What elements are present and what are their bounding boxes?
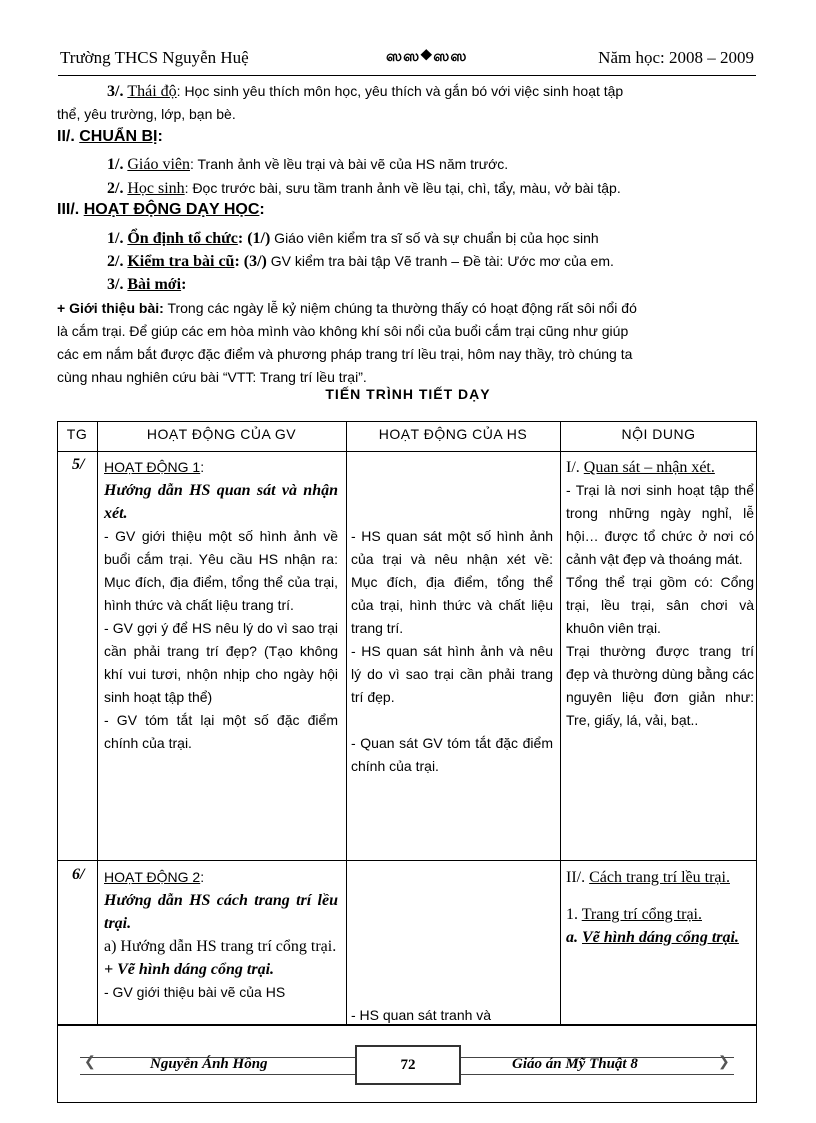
school-year: Năm học: 2008 – 2009 [598, 48, 754, 67]
section-3-heading: III/. HOẠT ĐỘNG DẠY HỌC: [57, 201, 265, 218]
row1-hs: - HS quan sát một số hình ảnh của trại và nêu nhận xét về: Mục đích, địa điểm, tổng thể của trại, hình thức và chất liệu trang trí. - HS quan sát hình ảnh và nêu lý do vì sao trại cần phải trang trí đẹp. - Quan sát GV tóm tắt đặc điểm chính của trại. [351, 528, 553, 774]
attitude-label: Thái độ [127, 83, 177, 100]
row1-time: 5/ [72, 456, 85, 473]
old-lesson-check: 2/. Kiểm tra bài cũ: (3/) GV kiểm tra bài tập Vẽ tranh – Đề tài: Ước mơ của em. [107, 253, 614, 270]
header-gv: HOẠT ĐỘNG CỦA GV [146, 426, 297, 442]
page-number: 72 [355, 1045, 461, 1085]
new-lesson: 3/. Bài mới: [107, 276, 187, 293]
intro-line2: là cắm trại. Để giúp các em hòa mình vào không khí sôi nổi của buổi cắm trại cũng như giúp [57, 323, 629, 339]
row2-hs: - HS quan sát tranh và [351, 1007, 492, 1023]
header-divider [58, 75, 756, 76]
header-hs: HOẠT ĐỘNG CỦA HS [378, 426, 528, 442]
header-tg: TG [66, 426, 88, 442]
row2-content: II/. Cách trang trí lều trại. 1. Trang trí cổng trại. a. Vẽ hình dáng cổng trại. [566, 869, 739, 946]
row1-content: I/. Quan sát – nhận xét. - Trại là nơi sinh hoạt tập thể trong những ngày nghỉ, lễ hội… được tổ chức ở nơi có cảnh vật đẹp và thoáng mát. Tổng thể trại gồm có: Cổng trại, lều trại, sân chơi và khuôn viên trại. Trại thường được trang trí đẹp và thường dùng bằng các nguyên liệu đơn giản như: Tre, giấy, lá, vải, bạt.. [566, 459, 754, 728]
footer-subject: Giáo án Mỹ Thuật 8 [512, 1056, 638, 1072]
col-divider [97, 421, 98, 1025]
stabilize-item: 1/. Ổn định tổ chức: (1/) Giáo viên kiểm tra sĩ số và sự chuẩn bị của học sinh [107, 230, 599, 247]
section-2-heading: II/. CHUẨN BỊ: [57, 128, 163, 145]
row2-time: 6/ [72, 866, 85, 883]
col-divider [560, 421, 561, 1025]
scroll-right-icon: ❯ [718, 1055, 730, 1070]
student-prep: 2/. Học sinh: Đọc trước bài, sưu tầm tranh ảnh về lều tại, chì, tẩy, màu, vở bài tập. [107, 180, 621, 197]
process-title: TIẾN TRÌNH TIẾT DẠY [325, 386, 491, 402]
school-name: Trường THCS Nguyễn Huệ [60, 48, 249, 67]
teacher-prep: 1/. Giáo viên: Tranh ảnh về lều trại và bài vẽ của HS năm trước. [107, 156, 509, 173]
col-divider [346, 421, 347, 1025]
header-ornament-icon: ஸஸ⯁ஸஸ [386, 49, 468, 65]
intro-line1: + Giới thiệu bài: Trong các ngày lễ kỷ niệm chúng ta thường thấy có hoạt động rất sôi nổi đó [57, 300, 637, 316]
intro-line4: cùng nhau nghiên cứu bài “VTT: Trang trí lều trại”. [57, 369, 367, 385]
scroll-left-icon: ❮ [84, 1055, 96, 1070]
header-content: NỘI DUNG [621, 426, 696, 442]
row2-gv: HOẠT ĐỘNG 2: Hướng dẫn HS cách trang trí lều trại. a) Hướng dẫn HS trang trí cổng trại. + Vẽ hình dáng cổng trại. - GV giới thiệu bài vẽ của HS [104, 869, 338, 1000]
attitude-line1: 3/. Thái độ: Học sinh yêu thích môn học, yêu thích và gắn bó với việc sinh hoạt tập [107, 83, 624, 100]
row-divider [57, 860, 757, 861]
row1-gv: HOẠT ĐỘNG 1: Hướng dẫn HS quan sát và nhận xét. - GV giới thiệu một số hình ảnh về buổi cắm trại. Yêu cầu HS nhận ra: Mục đích, địa điểm, tổng thể của trại, hình thức và chất liệu trang trí. - GV gợi ý để HS nêu lý do vì sao trại cần phải trang trí đẹp? (Tạo không khí vui tươi, nhộn nhịp cho ngày hội sinh hoạt tập thể) - GV tóm tắt lại một số đặc điểm chính của trại. [104, 459, 338, 751]
footer-author: Nguyễn Ánh Hồng [150, 1056, 268, 1072]
intro-line3: các em nắm bắt được đặc điểm và phương pháp trang trí lều trại, hôm nay thầy, trò chúng ta [57, 346, 633, 362]
attitude-line2: thể, yêu trường, lớp, bạn bè. [57, 106, 236, 122]
header-row-divider [57, 451, 757, 452]
